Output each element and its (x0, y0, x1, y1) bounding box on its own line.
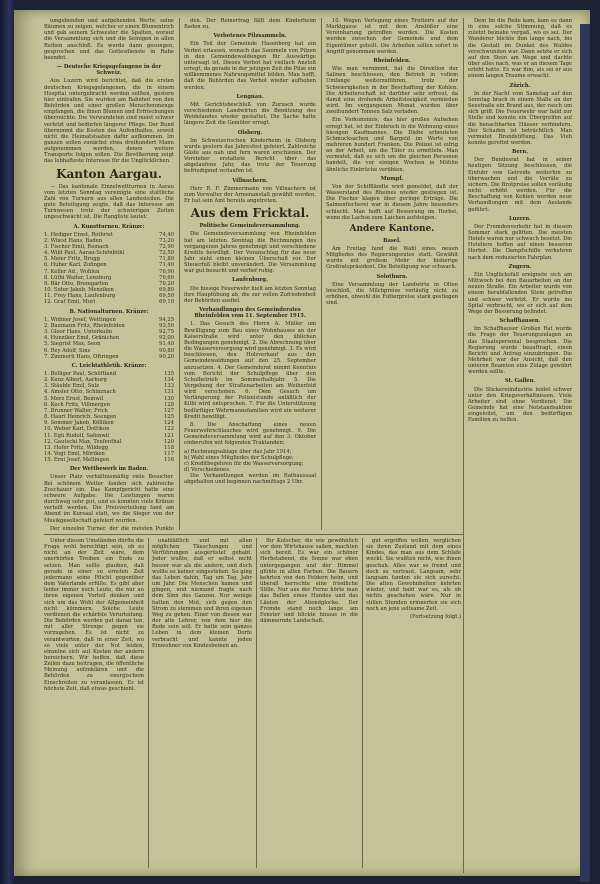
ranking-row: 15. Erni Josef, Mellingen 116 (44, 457, 174, 464)
article-text: — Das kantonale Einzelwettturnen in Aarau vom letzten Sonntag vereinigte eine stattliche Zahl von Turnern aus allen Landesteilen. Die gute Beteiligung zeigte, daß das Interesse am Turnwesen trotz der schwierigen Zeiten ungeschwächt ist. Die Rangliste lautet: (44, 183, 174, 221)
feuilleton-column-1 (44, 538, 144, 868)
article-text: Wie man vernimmt, hat die Direktion der Salinen beschlossen, den Betrieb in vollem Umfange weiterzuführen, trotz der Schwierigkeiten in der Beschaffung der Kohlen. Die Arbeiterschaft ist darüber sehr erfreut, da damit eine drohende Arbeitslosigkeit vermieden wird. Im vergangenen Monat wurden über zweihundert Tonnen Salz verladen. (326, 66, 458, 116)
ranking-row: 8. Lüthi Walter, Lenzburg 70,60 (44, 274, 174, 281)
feuilleton-text: gut ergriffen wollen, verglichen sie ihren Zustand mit dem eines Kindes, das man aus dem Schlafe weckt. Sie wußten nicht, wie ihnen geschah. Alles war so fremd und doch so vertraut. Langsam, sehr langsam fanden sie sich zurecht. Die alten Gewohnheiten kehrten wieder, und bald war es, als ob nichts geschehen wäre. Nur in stillen Stunden erinnerten sie sich noch an jene seltsame Zeit. (366, 538, 461, 612)
ranking-row: 11. Egli Rudolf, Safenwil 121 (44, 432, 174, 439)
feuilleton-rule (44, 534, 463, 535)
article-text: den. Der Reinertrag fällt dem Kinderheim Baden zu. (184, 18, 316, 31)
article-text: Eine Versammlung der Landwirte in Olten beschloß, die Milchpreise vorläufig nicht zu erhöhen, obwohl die Futterpreise stark gestiegen sind. (326, 281, 458, 307)
column-2 (184, 18, 316, 530)
article-heading: Luzern. (509, 215, 531, 222)
section-title: Kanton Aargau. (56, 166, 162, 181)
article-text: Der einzelne Turner, der die meisten Punkte (50, 525, 174, 530)
continued-note: (Fortsetzung folgt.) (409, 613, 461, 620)
article-heading: Verbotenes Pilzsammeln. (213, 33, 287, 40)
article-text: Die Stickereiindustrie leidet schwer unter den Kriegsverhältnissen. Viele Arbeiter sind ohne Verdienst. Die Gemeinde hat eine Notstandsaktion eingeleitet, um den bedürftigen Familien zu helfen. (468, 386, 572, 424)
agenda-item: b) Wahl eines Mitgliedes der Schulpflege; (184, 454, 294, 461)
book-binding (0, 0, 14, 884)
article-heading: St. Gallen. (504, 378, 536, 385)
article-text: In der Nacht vom Samstag auf den Sonntag brach in einem Stalle an der Seestraße ein Brand aus, der rasch um sich griff. Die Feuerwehr war bald zur Stelle und konnte ein Übergreifen auf die benachbarten Häuser verhindern. Der Schaden ist beträchtlich. Man vermutet Brandstiftung. Das Vieh konnte gerettet werden. (468, 90, 572, 146)
agenda-item: c) Kreditbegehren für die Wasserversorgung; (184, 460, 304, 467)
feuilleton-text: unabläßlich und mit allen möglichen Täuschungen und Verführungen ausgerüstet gehabt. Jeder wußte, daß er selbst nicht besser war als die andern, und doch wollte es keiner eingestehen. So ging das Leben dahin, Tag um Tag, Jahr um Jahr. Die Menschen kamen und gingen, und niemand fragte nach dem Sinn des Ganzen. Nur wenige hatten den Mut, sich gegen den Strom zu stemmen und ihren eigenen Weg zu gehen. Einer von diesen war der alte Lehrer, von dem hier die Rede sein soll. Er hatte sein ganzes Leben in dem kleinen Dorfe verbracht und kannte jeden Einwohner von Kindesbeinen an. (152, 538, 252, 649)
article-heading: Lengnau. (236, 93, 264, 100)
article-heading: Mumpf. (380, 175, 404, 182)
agenda-item: d) Verschiedenes. (184, 467, 231, 473)
article-heading: Der Wettbewerb im Baden. (69, 466, 149, 473)
ranking-row: 2. Baumann Fritz, Rheinfelden 93,50 (44, 322, 174, 329)
ranking-heading: C. Leichtathletik. Kränze: (71, 362, 147, 369)
section-title: Aus dem Fricktal. (190, 206, 310, 221)
article-text: Im Schaffhauser Großen Rat wurde die Frage der Teuerungszulagen an das Staatspersonal besprochen. Die Regierung wurde beauftragt, einen Bericht und Antrag einzubringen. Die Mehrheit war der Ansicht, daß den unteren Beamten eine Zulage gewährt werden sollte. (468, 326, 572, 376)
column-1 (44, 18, 174, 530)
ranking-row: 6. Huber Karl, Zofingen 71,40 (44, 262, 174, 269)
article-heading: Solothurn. (376, 273, 408, 280)
article-text: umgebenden und aufgehenden Werte, seine Bäumen zu zeigen, welcher er einen Blumentrich und gab seinem Schwester die Spalten, worauf die Versammlung sich und die Seinigen in allen Reihen anschloß. Es wurde dann gesungen, gesprochen und das Gottesdienste in Ruhe beendet. (44, 18, 174, 61)
ranking-row: 14. Vogt Emil, Möriken 117 (44, 451, 174, 457)
ranking-row: 1. Hediger Ernst, Rothrist 74,40 (44, 231, 174, 238)
section-title: Andere Kantone. (349, 223, 435, 234)
ranking-row: 5. Merz Ernst, Beinwil 130 (44, 395, 174, 402)
ranking-row: 6. Koch Fritz, Villmergen 128 (44, 401, 174, 408)
article-text: Unser Platz verhältnismäßig viele Besucher. Bei schönem Wetter fanden sich zahlreiche Zuschauer ein. Das Kampfgericht hatte eine schwere Aufgabe. Die Leistungen waren durchweg sehr gut, und es konnten viele Kränze verteilt werden. Die Preisverteilung fand am Abend im Kursaal statt, wo die Sieger von der Musikgesellschaft gefeiert wurden. (44, 474, 174, 524)
page-edge (580, 24, 590, 882)
article-text: Aus Luzern wird berichtet, daß die ersten deutschen Kriegsgefangenen, die in einem Hospital untergebracht werden sollten, gestern hier eintrafen. Sie wurden am Bahnhof von den Behörden und einer großen Menschenmenge empfangen, die ihnen Blumen und Erfrischungen überreichte. Die Verwundeten sind meist schwer verletzt und bedürfen längerer Pflege. Der Bund übernimmt die Kosten des Aufenthaltes, soweit nicht die Heimatstaaten dafür aufkommen. Im ganzen sollen zunächst etwa dreihundert Mann aufgenommen werden, denen weitere Transporte folgen sollen. Die Bevölkerung zeigt das lebhafteste Interesse für die Unglücklichen. (44, 78, 174, 165)
ranking-row: 7. Brunner Walter, Frick 127 (44, 407, 174, 414)
ranking-row: 7. Keller Ad., Wohlen 70,90 (44, 268, 174, 275)
article-text: Die Gemeindeversammlung von Rheinfelden hat am letzten Sonntag die Rechnungen des vergangenen Jahres genehmigt und verschiedene Kredite bewilligt. Der Voranschlag für das neue Jahr sieht einen kleinen Überschuß vor. Der Steuerfuß bleibt unverändert. Die Versammlung war gut besucht und verlief ruhig. (184, 231, 316, 275)
ranking-row: 2. Kunz Albert, Aarburg 134 (44, 377, 174, 384)
article-text: Der Bundesrat hat in seiner heutigen Sitzung beschlossen, die Einfuhr von Getreide weiterhin zu überwachen und die Vorräte zu sichern. Die Brotpreise sollen vorläufig nicht erhöht werden. Für die Beschaffung von Kohlen werden neue Verhandlungen mit dem Auslande geführt. (468, 157, 572, 213)
column-divider (321, 18, 322, 530)
newspaper-page (14, 10, 590, 876)
ranking-list-1 (44, 232, 174, 306)
ranking-row: 2. Wüest Hans, Baden 73,20 (44, 237, 174, 244)
feuilleton-column-4 (366, 538, 461, 868)
article-heading: Zugern. (508, 263, 532, 270)
article-heading: Olsberg. (237, 129, 263, 136)
ranking-row: 3. Stäuble Emil, Sulz 133 (44, 383, 174, 390)
ranking-row: 4. Wild Paul, Aarau-Schönbühl 72,50 (44, 250, 174, 257)
ranking-row: 5. Meier Fritz, Brugg 71,80 (44, 256, 174, 263)
article-heading: Bern. (512, 149, 528, 156)
ranking-row: 13. Hofer Fritz, Wildegg 118 (44, 444, 174, 451)
ranking-row: 7. Zimmerli Hans, Oftringen 90,20 (44, 353, 174, 360)
feuilleton-column-3 (260, 538, 358, 868)
article-text: Dem Im die Rede kam, kam es dann in eine solche Stimmung, daß es zuletzt beinahe vergaß, wo es sei. Der Wanderer blickte ihm lange nach, bis die Gestalt im Dunkel des Waldes verschwunden war. Dann setzte er sich auf den Stein am Wege und dachte über alles nach, was er an diesem Tage erlebt hatte. Es war ihm, als sei er aus einem langen Traume erwacht. (468, 18, 572, 80)
article-text: Die Verhandlungen werden im Rathaussaal abgehalten und beginnen nachmittags 2 Uhr. (184, 473, 316, 486)
feuilleton-column-2 (152, 538, 252, 868)
ranking-heading: B. Nationalturnen. Kränze: (69, 308, 149, 315)
ranking-row: 1. Widmer Josef, Wettingen 94,25 (44, 316, 174, 323)
ranking-row: 3. Gloor Hans, Unterkulm 92,75 (44, 329, 174, 336)
ranking-list-2 (44, 317, 174, 360)
ranking-heading: A. Kunstturnen. Kränze: (73, 223, 145, 230)
feuilleton-text: Ihr Kutscher, die wie gewöhnlich vor dem Wirtshause saßen, machten sich bereit. Es war ein schöner Herbstabend, die Sonne war eben untergegangen und der Himmel glühte in allen Farben. Die Bauern kehrten von den Feldern heim, und überall herrschte eine friedliche Stille. Nur aus der Ferne hörte man das Bellen eines Hundes und das Läuten der Abendglocke. Der Fremde stand noch lange am Fenster und blickte hinaus in die dämmernde Landschaft. (260, 538, 358, 625)
article-heading: Zürich. (509, 82, 531, 89)
agenda-list (184, 449, 316, 474)
article-text: Am Freitag fand die Wahl eines neuen Mitgliedes des Regierungsrates statt. Gewählt wurde mit großem Mehr der bisherige Großratspräsident. Die Beteiligung war schwach. (326, 246, 458, 271)
ranking-row: 10. Weber Karl, Dottikon 122 (44, 426, 174, 433)
article-text: Mit Gerichtsbeschluß von Zurzach wurde verschiedenen Landwirten die Benützung des Weidelandes wieder gestattet. Die Sache hatte längere Zeit die Gemüter erregt. (184, 101, 316, 127)
ranking-row: 10. Suter Jakob, Menziken 69,80 (44, 287, 174, 294)
article-heading: Basel. (383, 237, 401, 244)
column-3 (326, 18, 458, 530)
column-divider (463, 18, 464, 873)
ranking-row: 12. Gautschi Max, Teufenthal 120 (44, 438, 174, 445)
ranking-row: 6. Rey Adolf, Sins 90,80 (44, 347, 174, 354)
ranking-row: 4. Amsler Otto, Schinznach 131 (44, 389, 174, 396)
article-text: Ein Unglücksfall ereignete sich am Mittwoch bei den Bauarbeiten an der neuen Straße. Ein Arbeiter wurde von einem herabfallenden Stein getroffen und schwer verletzt. Er wurde ins Spital verbracht, wo er sich auf dem Wege der Besserung befindet. (468, 271, 572, 315)
ranking-row: 1. Bolliger Paul, Schöftland 135 (44, 370, 174, 377)
article-text: Von der Schiffländte wird gemeldet, daß der Wasserstand des Rheines wieder gestiegen ist. Die Fischer klagen über geringe Erträge. Die Salmenfischerei war in diesem Jahre besonders schlecht. Man hofft auf Besserung im Herbst, wenn die Lachse zum Laichen aufsteigen. (326, 183, 458, 221)
article-text: 8. Die Anschaffung eines neuen Feuerwehrschlauches wird genehmigt. 9. Die Gemeindeversammlung wird auf den 3. Oktober einberufen mit folgenden Traktanden: (184, 421, 316, 447)
ranking-row: 9. Bär Otto, Bremgarten 70,20 (44, 280, 174, 287)
article-heading: — Deutsche Kriegsgefangene in der Schweiz. (56, 64, 162, 77)
feuilleton-text: Unter diesen Umständen dürfte die Frage wohl berechtigt sein, ob es nicht an der Zeit wäre, dem unerhörten Treiben ein Ende zu setzen. Man sollte glauben, daß gerade in einer so ernsten Zeit jedermann seine Pflicht gegenüber dem Vaterlande erfülle. Es gibt aber leider immer noch Leute, die nur an ihren eigenen Vorteil denken und sich um das Wohl der Allgemeinheit nicht kümmern. Solche Leute verdienen die schärfste Verurteilung. Die Behörden werden gut daran tun, mit aller Strenge gegen sie vorzugehen. Es ist nicht zu verantworten, daß in einer Zeit, wo so viele unter der Not leiden, einzelne sich auf Kosten der andern bereichern. Wir hoffen, daß diese Zeilen dazu beitragen, die öffentliche Meinung aufzuklären und die Behörden zu energischem Einschreiten zu veranlassen. Es ist höchste Zeit, daß etwas geschieht. (44, 538, 144, 692)
ranking-row: 4. Hunziker Emil, Gränichen 92,00 (44, 335, 174, 342)
article-heading: Schaffhausen. (499, 318, 541, 325)
ranking-row: 8. Hauri Heinrich, Seengen 125 (44, 414, 174, 421)
article-heading: Villnachern. (232, 177, 268, 184)
article-text: Der Fremdenverkehr hat in diesem Sommer stark gelitten. Die meisten Hotels waren nur schwach besetzt. Die Hoteliers hoffen auf einen besseren Herbst. Die Dampfschiffe verkehren nach dem reduzierten Fahrplan. (468, 223, 572, 261)
agenda-item: a) Rechnungsablage über das Jahr 1914; (184, 448, 292, 455)
article-text: Herr R. F. Zimmermann von Villnachern ist zum Verwalter der Armenanstalt gewählt worden. Er hat sein Amt bereits angetreten. (184, 185, 316, 205)
column-divider (148, 538, 149, 868)
article-text: Im Schweizerischen Kinderheim in Olsberg wurde gestern das Jahresfest gefeiert. Zahlreiche Gäste aus nah und fern waren erschienen. Der Vorsteher erstattete Bericht über das abgelaufene Jahr, das trotz der Teuerung befriedigend verlaufen ist. (184, 137, 316, 175)
article-text: 10. Wegen Verlegung eines Trottoirs auf der Marktgasse ist mit dem Anstößer eine Vereinbarung getroffen worden. Die Kosten werden zwischen der Gemeinde und dem Eigentümer geteilt. Die Arbeiten sollen sofort in Angriff genommen werden. (326, 18, 458, 55)
column-divider (256, 538, 257, 868)
article-heading: Rheinfelden. (373, 57, 411, 64)
ranking-row: 11. Frey Hans, Laufenburg 69,50 (44, 293, 174, 300)
article-heading: Politische Gemeindeversammlung. (199, 223, 301, 230)
ranking-row: 12. Graf Emil, Muri 69,10 (44, 299, 174, 306)
article-heading: Laufenburg. (232, 277, 268, 284)
ranking-list-3 (44, 371, 174, 463)
column-divider (362, 538, 363, 868)
column-divider (179, 18, 180, 530)
column-4 (468, 18, 572, 873)
article-text: Die hiesige Feuerwehr hielt am letzten Sonntag ihre Hauptübung ab, die zur vollen Zufriedenheit der Behörden ausfiel. (184, 285, 316, 304)
ranking-row: 3. Fischer Emil, Reinach 72,90 (44, 244, 174, 250)
article-text: Ein Teil der Gemeinde Hasenberg hat ein Verbot erlassen, wonach das Sammeln von Pilzen in den Gemeindewaldungen für Auswärtige untersagt ist. Dieses Verbot hat vielfach Anstoß erregt, da gerade in der jetzigen Zeit die Pilze ein willkommenes Nahrungsmittel bilden. Man hofft, daß die Behörden das Verbot wieder aufheben werden. (184, 41, 316, 91)
ranking-row: 9. Sommer Jakob, Kölliken 124 (44, 420, 174, 427)
article-text: Ein Vorkommnis, das hier großes Aufsehen erregt hat, ist der Einbruch in die Wohnung eines hiesigen Kaufmannes. Die Diebe erbeuteten Schmucksachen und Bargeld im Werte von mehreren hundert Franken. Die Polizei ist eifrig an der Arbeit, um die Täter zu ermitteln. Man vermutet, daß es sich um die gleichen Personen handelt, die vor einigen Wochen in Möhlin ähnliche Einbrüche verübten. (326, 117, 458, 173)
article-text: 1. Das Gesuch des Herrn A. Müller um Bewilligung zum Bau eines Wohnhauses an der Kaiserstraße wird unter den üblichen Bedingungen genehmigt. 2. Die Abrechnung über die Wasserversorgung wird genehmigt. 3. Es wird beschlossen, den Holzverkauf aus den Gemeindewaldungen auf den 25. September anzusetzen. 4. Der Gemeinderat nimmt Kenntnis vom Bericht der Schulpflege über den Schulbetrieb im Sommerhalbjahr. 5. Die Vergebung der Straßenarbeiten am Weiherfeld wird verschoben. 6. Dem Gesuch um Verlängerung der Polizeistunde anläßlich der Kilbi wird entsprochen. 7. Für die Unterstützung bedürftiger Wehrmannsfamilien wird ein weiterer Kredit bewilligt. (184, 321, 316, 420)
article-heading: Verhandlungen des Gemeinderates Rheinfelden vom 11. September 1915. (194, 307, 306, 320)
ranking-row: 5. Siegrist Max, Seon 91,40 (44, 341, 174, 348)
